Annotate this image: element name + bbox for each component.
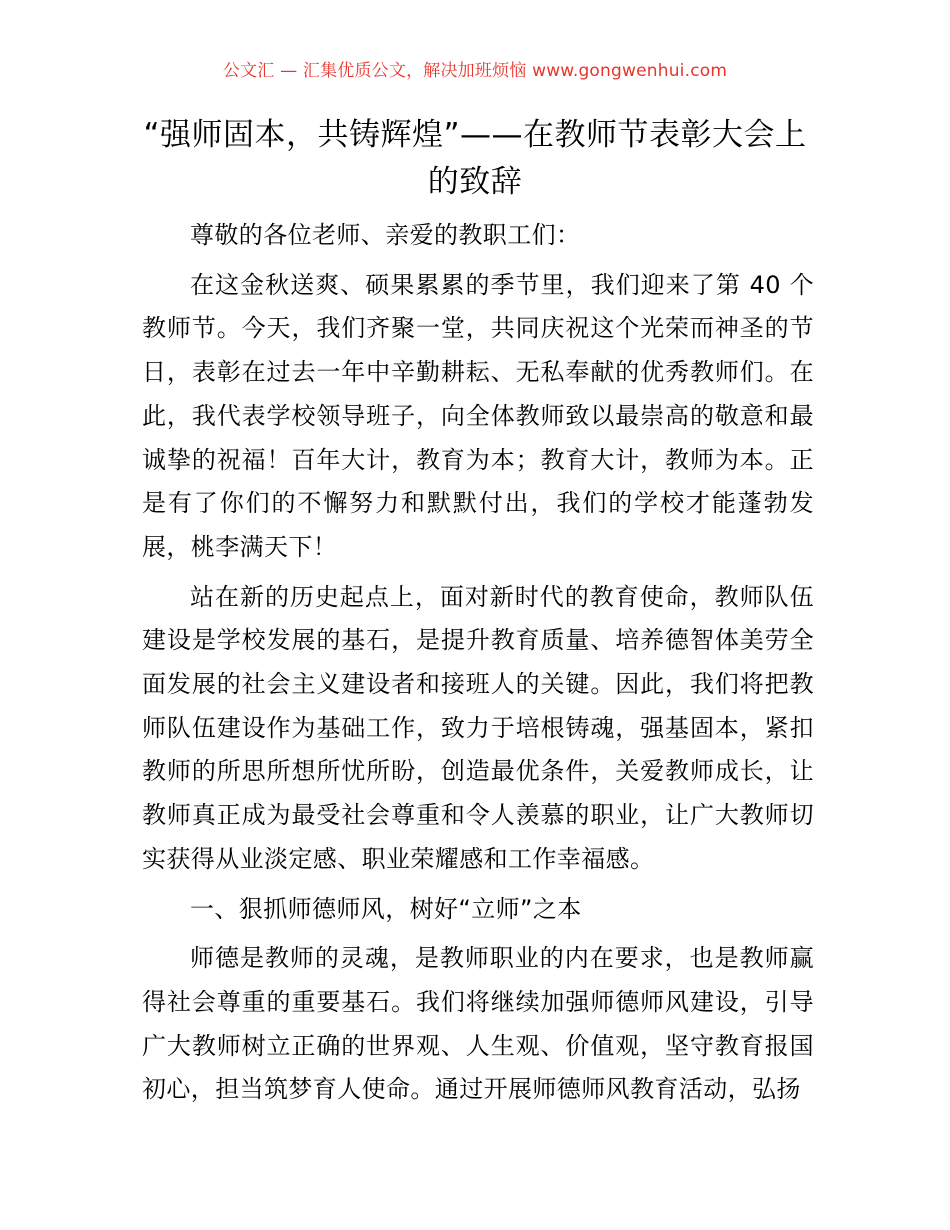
section-1-paragraph: 师德是教师的灵魂，是教师职业的内在要求，也是教师赢得社会尊重的重要基石。我们将继续加强师德师风建设，引导广大教师树立正确的世界观、人生观、价值观，坚守教育报国初心，担当筑梦育人使命。通过开展师德师风教育活动，弘扬 — [142, 944, 814, 1104]
salutation: 尊敬的各位老师、亲爱的教职工们： — [190, 221, 581, 249]
document-body — [142, 214, 814, 1118]
document-title: “强师固本，共铸辉煌”——在教师节表彰大会上的致辞 — [143, 117, 807, 200]
section-1-heading: 一、狠抓师德师风，树好“立师”之本 — [190, 894, 582, 923]
paragraph-1: 在这金秋送爽、硕果累累的季节里，我们迎来了第 40 个教师节。今天，我们齐聚一堂，共同庆祝这个光荣而神圣的节日，表彰在过去一年中辛勤耕耘、无私奉献的优秀教师们。在此，我代表学校领导班子，向全体教师致以最崇高的敬意和最诚挚的祝福！百年大计，教育为本；教育大计，教师为本。正是有了你们的不懈努力和默默付出，我们的学校才能蓬勃发展，桃李满天下！ — [142, 270, 814, 561]
paragraph-2: 站在新的历史起点上，面对新时代的教育使命，教师队伍建设是学校发展的基石，是提升教育质量、培养德智体美劳全面发展的社会主义建设者和接班人的关键。因此，我们将把教师队伍建设作为基础工作，致力于培根铸魂，强基固本，紧扣教师的所思所想所忧所盼，创造最优条件，关爱教师成长，让教师真正成为最受社会尊重和令人羡慕的职业，让广大教师切实获得从业淡定感、职业荣耀感和工作幸福感。 — [142, 582, 814, 873]
watermark-header: 公文汇 — 汇集优质公文，解决加班烦恼 www.gongwenhui.com — [222, 61, 728, 81]
